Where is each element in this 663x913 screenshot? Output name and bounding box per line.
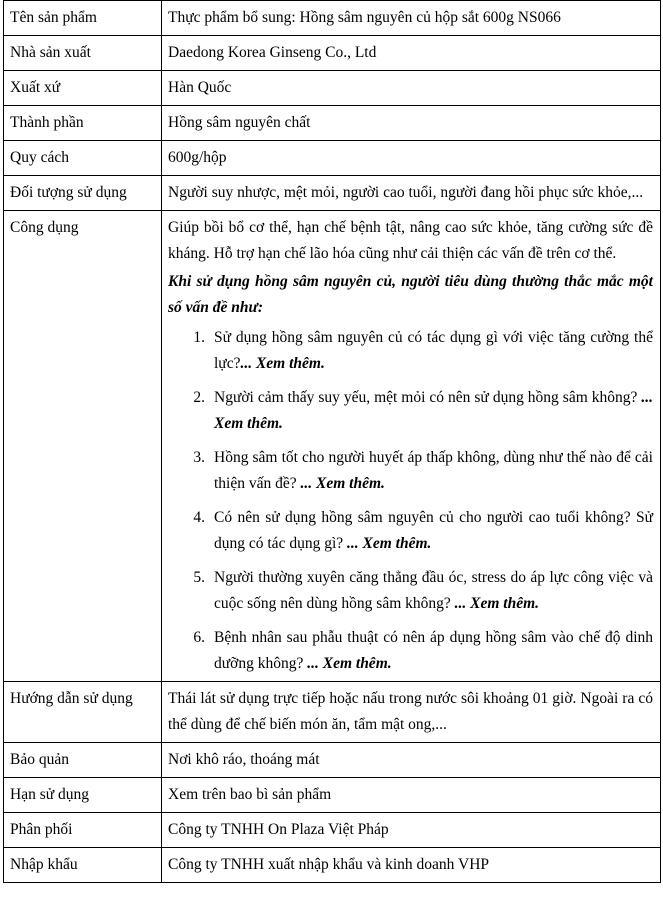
faq-item — [168, 565, 653, 617]
faq-number: 1. — [193, 329, 205, 346]
spec-row-directions — [4, 682, 661, 743]
spec-row-manufacturer — [4, 36, 661, 71]
faq-number: 6. — [193, 629, 205, 646]
faq-item — [168, 325, 653, 377]
spec-label: Hạn sử dụng — [4, 778, 162, 813]
spec-value: Hồng sâm nguyên chất — [162, 106, 661, 141]
see-more-link[interactable]: ... Xem thêm. — [300, 475, 385, 492]
spec-value: 600g/hộp — [162, 141, 661, 176]
spec-value: Người suy nhược, mệt mỏi, người cao tuổi, người đang hồi phục sức khỏe,... — [162, 176, 661, 211]
faq-intro-note: Khi sử dụng hồng sâm nguyên củ, người tiêu dùng thường thắc mắc một số vấn đề như: — [168, 273, 653, 316]
spec-row-storage — [4, 743, 661, 778]
faq-question: Người cảm thấy suy yếu, mệt mỏi có nên sử dụng hồng sâm không? — [214, 389, 642, 406]
faq-question: Bệnh nhân sau phẫu thuật có nên áp dụng hồng sâm vào chế độ dinh dưỡng không? — [214, 629, 653, 672]
see-more-link[interactable]: ... Xem thêm. — [214, 389, 653, 432]
spec-row-target-users — [4, 176, 661, 211]
faq-item — [168, 445, 653, 497]
spec-value: Hàn Quốc — [162, 71, 661, 106]
spec-label: Nhập khẩu — [4, 848, 162, 883]
faq-question: Hồng sâm tốt cho người huyết áp thấp không, dùng như thế nào để cải thiện vấn đề? — [214, 449, 653, 492]
spec-value: Daedong Korea Ginseng Co., Ltd — [162, 36, 661, 71]
spec-value: Công ty TNHH On Plaza Việt Pháp — [162, 813, 661, 848]
spec-row-origin — [4, 71, 661, 106]
faq-item — [168, 505, 653, 557]
faq-number: 3. — [193, 449, 205, 466]
faq-list — [168, 325, 653, 677]
spec-label: Phân phối — [4, 813, 162, 848]
spec-label: Thành phần — [4, 106, 162, 141]
spec-label: Công dụng — [4, 211, 162, 682]
spec-row-product-name — [4, 1, 661, 36]
faq-question: Có nên sử dụng hồng sâm nguyên củ cho người cao tuổi không? Sử dụng có tác dụng gì? — [214, 509, 653, 552]
spec-value: Xem trên bao bì sản phẩm — [162, 778, 661, 813]
see-more-link[interactable]: ... Xem thêm. — [307, 655, 392, 672]
spec-label: Tên sản phẩm — [4, 1, 162, 36]
directions-text: Thái lát sử dụng trực tiếp hoặc nấu trong nước sôi khoảng 01 giờ. Ngoài ra có thể dùng để chế biến món ăn, tẩm mật ong,... — [168, 690, 653, 733]
spec-row-distributor — [4, 813, 661, 848]
spec-value — [162, 211, 661, 682]
see-more-link[interactable]: ... Xem thêm. — [454, 595, 540, 612]
spec-label: Nhà sản xuất — [4, 36, 162, 71]
spec-row-importer — [4, 848, 661, 883]
spec-row-expiry — [4, 778, 661, 813]
spec-label: Xuất xứ — [4, 71, 162, 106]
see-more-link[interactable]: ... Xem thêm. — [347, 535, 432, 552]
spec-label: Quy cách — [4, 141, 162, 176]
spec-value — [162, 682, 661, 743]
spec-row-packaging — [4, 141, 661, 176]
faq-number: 4. — [193, 509, 205, 526]
product-spec-table — [3, 0, 661, 883]
faq-number: 2. — [193, 389, 205, 406]
faq-question: Người thường xuyên căng thẳng đầu óc, stress do áp lực công việc và cuộc sống nên dùng hồng sâm không? — [214, 569, 653, 612]
spec-label: Hướng dẫn sử dụng — [4, 682, 162, 743]
spec-value: Nơi khô ráo, thoáng mát — [162, 743, 661, 778]
spec-label: Bảo quản — [4, 743, 162, 778]
see-more-link[interactable]: ... Xem thêm. — [240, 355, 325, 372]
faq-number: 5. — [193, 569, 205, 586]
faq-question: Sử dụng hồng sâm nguyên củ có tác dụng gì với việc tăng cường thể lực? — [214, 329, 653, 372]
faq-item — [168, 385, 653, 437]
spec-value: Thực phẩm bổ sung: Hồng sâm nguyên củ hộp sắt 600g NS066 — [162, 1, 661, 36]
spec-value: Công ty TNHH xuất nhập khẩu và kinh doanh VHP — [162, 848, 661, 883]
spec-row-ingredients — [4, 106, 661, 141]
faq-item — [168, 625, 653, 677]
usage-description: Giúp bồi bổ cơ thể, hạn chế bệnh tật, nâng cao sức khỏe, tăng cường sức đề kháng. Hỗ trợ hạn chế lão hóa cũng như cải thiện các vấn đề trên cơ thể. — [168, 219, 653, 262]
spec-label: Đối tượng sử dụng — [4, 176, 162, 211]
spec-row-usage — [4, 211, 661, 682]
